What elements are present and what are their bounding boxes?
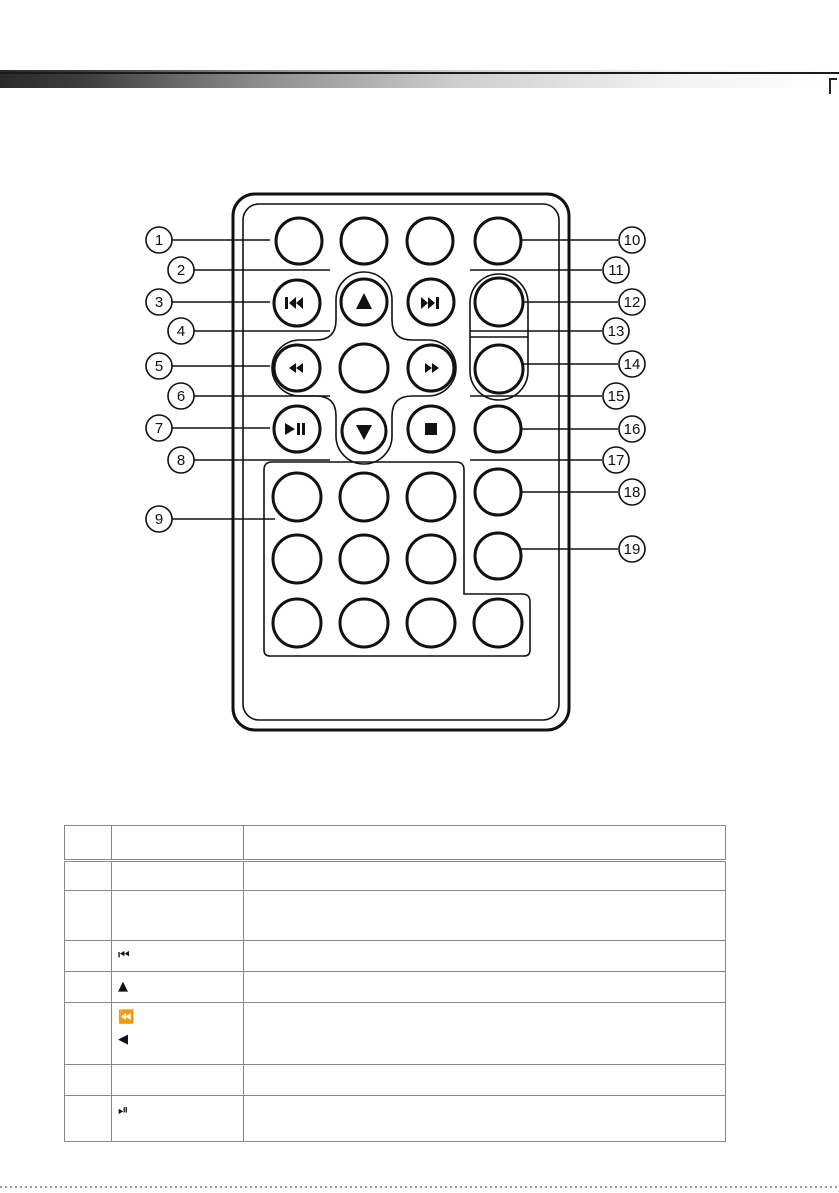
table-row (65, 972, 726, 1003)
callout-8 (168, 447, 194, 473)
row-description-cell (244, 1065, 726, 1096)
button-18 (475, 469, 521, 515)
row-number-cell (65, 891, 112, 941)
callout-number: 18 (623, 484, 641, 501)
callout-12 (619, 289, 645, 315)
stop-icon (425, 423, 437, 435)
table-row (65, 1065, 726, 1096)
numpad-key-1 (273, 473, 321, 521)
button-19 (475, 533, 521, 579)
callout-number: 11 (608, 262, 624, 279)
callout-9 (146, 506, 172, 532)
callout-19 (619, 536, 645, 562)
callout-number: 4 (176, 323, 186, 340)
button-2 (341, 218, 387, 264)
button-11 (407, 218, 453, 264)
numpad-key-7 (273, 599, 321, 647)
callout-number: 8 (176, 452, 186, 469)
table-row (65, 861, 726, 891)
callout-10 (619, 227, 645, 253)
callout-18 (619, 479, 645, 505)
table-row (65, 1096, 726, 1142)
row-description-cell (244, 1096, 726, 1142)
button-reference-table (64, 825, 726, 1142)
table-row (65, 941, 726, 972)
row-number-cell (65, 1003, 112, 1065)
button-14 (475, 345, 523, 393)
header-cell (112, 826, 244, 861)
row-number-cell (65, 972, 112, 1003)
button-glyph: ⏯ (118, 1103, 129, 1118)
row-button-cell (112, 1003, 244, 1065)
numpad-key-5 (340, 535, 388, 583)
numpad-key-8 (340, 599, 388, 647)
row-description-cell (244, 861, 726, 891)
callout-number: 3 (154, 294, 164, 311)
callout-number: 19 (623, 541, 641, 558)
callout-number: 7 (154, 420, 164, 437)
row-number-cell (65, 1096, 112, 1142)
header-cell (244, 826, 726, 861)
row-number-cell (65, 941, 112, 972)
button-glyph: ▲ (118, 979, 128, 994)
callout-number: 17 (607, 452, 625, 469)
button-glyph: ⏮ (118, 948, 130, 963)
row-button-cell (112, 1065, 244, 1096)
numpad-key-4 (273, 535, 321, 583)
callout-number: 9 (154, 511, 164, 528)
row-description-cell (244, 972, 726, 1003)
button-10 (475, 218, 521, 264)
callout-7 (146, 415, 172, 441)
callout-15 (603, 383, 629, 409)
numpad-key-9 (407, 599, 455, 647)
callout-4 (168, 318, 194, 344)
callout-number: 6 (176, 388, 186, 405)
callout-number: 14 (623, 356, 641, 373)
callout-17 (603, 447, 629, 473)
button-glyph: ◀ (118, 1032, 128, 1047)
row-button-cell (112, 861, 244, 891)
header-cell (65, 826, 112, 861)
numpad-key-3 (407, 473, 455, 521)
callout-number: 5 (154, 358, 164, 375)
page-bottom-border (0, 1186, 839, 1188)
numpad-key-6 (407, 535, 455, 583)
callout-6 (168, 383, 194, 409)
row-description-cell (244, 941, 726, 972)
callout-number: 10 (623, 232, 641, 249)
button-12 (475, 278, 523, 326)
row-number-cell (65, 1065, 112, 1096)
callout-14 (619, 351, 645, 377)
table-header-row (65, 826, 726, 861)
callout-number: 12 (623, 294, 641, 311)
callout-number: 15 (607, 388, 625, 405)
callout-number: 2 (176, 262, 186, 279)
callout-2 (168, 257, 194, 283)
table-row (65, 1003, 726, 1065)
row-description-cell (244, 891, 726, 941)
button-enter (340, 344, 388, 392)
leader-lines (172, 240, 618, 549)
callout-1 (146, 227, 172, 253)
callout-3 (146, 289, 172, 315)
button-glyph: ⏪ (118, 1010, 135, 1025)
callout-11 (603, 257, 629, 283)
row-button-cell (112, 1096, 244, 1142)
callout-5 (146, 353, 172, 379)
callout-16 (619, 416, 645, 442)
row-description-cell (244, 1003, 726, 1065)
callout-number: 13 (607, 323, 625, 340)
row-button-cell (112, 891, 244, 941)
row-number-cell (65, 861, 112, 891)
row-button-cell (112, 941, 244, 972)
callout-number: 16 (623, 421, 641, 438)
callout-13 (603, 318, 629, 344)
row-button-cell (112, 972, 244, 1003)
button-16 (475, 406, 521, 452)
numpad-key-2 (340, 473, 388, 521)
numpad-key-10 (474, 599, 522, 647)
table-row (65, 891, 726, 941)
button-1 (276, 218, 322, 264)
callout-number: 1 (154, 232, 164, 249)
